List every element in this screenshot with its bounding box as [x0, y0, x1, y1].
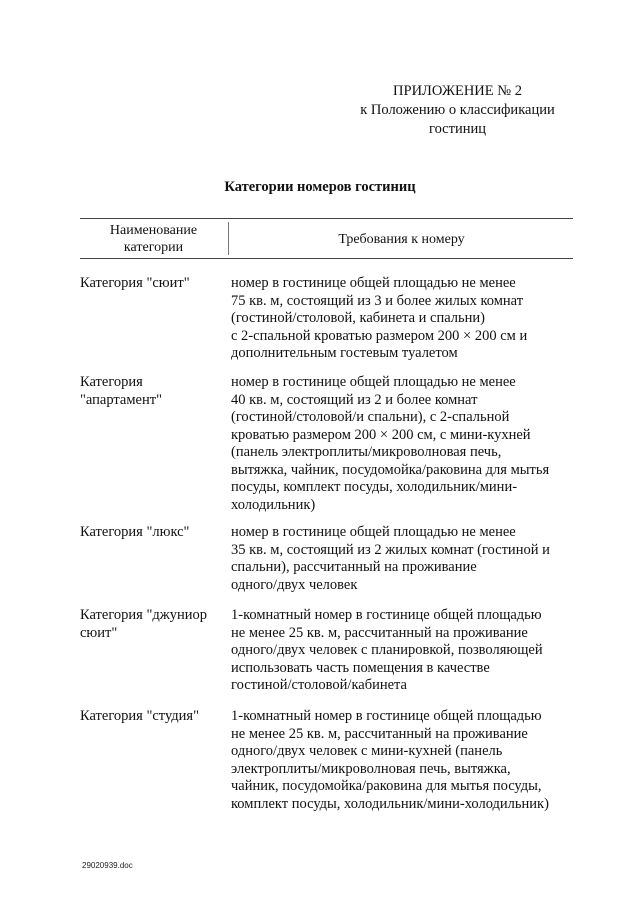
requirement-line: гостиной/столовой/кабинета: [231, 677, 407, 693]
document-title: Категории номеров гостиниц: [224, 179, 416, 195]
requirement-line: не менее 25 кв. м, рассчитанный на проживание: [231, 725, 528, 742]
requirement-line: холодильник): [231, 496, 316, 513]
appendix-reference-cont: гостиниц: [428, 121, 486, 137]
requirement-line: 40 кв. м, состоящий из 2 и более комнат: [231, 391, 478, 408]
requirement-line: (гостиной/столовой, кабинета и спальни): [231, 310, 485, 326]
requirement-line: 35 кв. м, состоящий из 2 жилых комнат (гостиной и: [231, 541, 550, 558]
requirement-line: дополнительным гостевым туалетом: [231, 345, 458, 361]
requirement-line: номер в гостинице общей площадью не менее: [231, 275, 516, 291]
requirement-line: 75 кв. м, состоящий из 3 и более жилых комнат: [231, 292, 524, 309]
category-name-line: сюит": [80, 624, 118, 641]
requirement-line: посуды, комплект посуды, холодильник/мини-: [231, 479, 518, 495]
category-requirements: [231, 524, 576, 594]
requirement-line: номер в гостинице общей площадью не менее: [231, 524, 516, 540]
appendix-number: ПРИЛОЖЕНИЕ № 2: [393, 83, 522, 99]
requirement-line: одного/двух человек с планировкой, позволяющей: [231, 642, 543, 658]
appendix-heading: [340, 82, 575, 139]
category-name: [80, 275, 228, 293]
category-name: [80, 708, 228, 726]
requirement-line: одного/двух человек с мини-кухней (панель: [231, 743, 503, 759]
requirement-line: (гостиной/столовой/и спальни), с 2-спальной: [231, 409, 510, 425]
requirement-line: спальни), рассчитанный на проживание: [231, 559, 477, 575]
category-name-line: "апартамент": [80, 391, 162, 408]
header-category-line: Наименование: [109, 223, 198, 238]
category-name: [80, 374, 228, 409]
category-name-line: Категория: [80, 374, 143, 390]
category-requirements: [231, 708, 576, 813]
header-requirements: Требования к номеру: [338, 232, 465, 247]
header-category: [80, 222, 227, 256]
category-name-line: Категория "сюит": [80, 275, 190, 291]
category-requirements: [231, 275, 576, 363]
requirement-line: электроплиты/микроволновая печь, вытяжка,: [231, 760, 511, 777]
requirement-line: кроватью размером 200 × 200 см, с мини-кухней: [231, 426, 531, 443]
appendix-reference: к Положению о классификации: [360, 102, 555, 118]
requirement-line: (панель электроплиты/микроволновая печь,: [231, 444, 502, 460]
category-requirements: [231, 374, 576, 514]
category-requirements: [231, 607, 576, 695]
file-name-footer: 29020939.doc: [82, 861, 133, 870]
requirement-line: с 2-спальной кроватью размером 200 × 200 см и: [231, 327, 528, 344]
requirement-line: вытяжка, чайник, посудомойка/раковина для мытья: [231, 461, 550, 478]
table-header: [80, 218, 573, 259]
requirement-line: комплект посуды, холодильник/мини-холодильник): [231, 795, 549, 812]
category-name-line: Категория "студия": [80, 708, 200, 724]
requirement-line: не менее 25 кв. м, рассчитанный на проживание: [231, 624, 528, 641]
requirement-line: использовать часть помещения в качестве: [231, 659, 490, 676]
category-name-line: Категория "джуниор: [80, 607, 208, 623]
header-divider: [228, 222, 229, 255]
header-category-line: категории: [123, 240, 184, 255]
requirement-line: 1-комнатный номер в гостинице общей площадью: [231, 708, 542, 724]
requirement-line: номер в гостинице общей площадью не менее: [231, 374, 516, 390]
category-name-line: Категория "люкс": [80, 524, 190, 540]
category-name: [80, 524, 228, 542]
requirement-line: чайник, посудомойка/раковина для мытья посуды,: [231, 778, 542, 794]
requirement-line: одного/двух человек: [231, 576, 358, 593]
requirement-line: 1-комнатный номер в гостинице общей площадью: [231, 607, 542, 623]
category-name: [80, 607, 228, 642]
